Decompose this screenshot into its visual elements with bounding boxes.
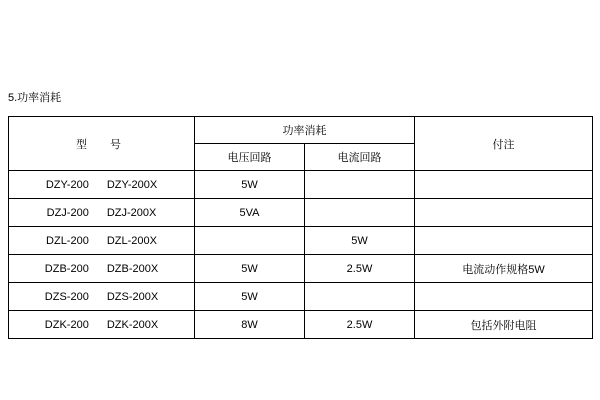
cell-voltage-circuit: 5W bbox=[195, 255, 305, 283]
cell-current-circuit bbox=[305, 171, 415, 199]
model-code-primary: DZL-200 bbox=[46, 234, 89, 247]
model-code-secondary: DZB-200X bbox=[106, 262, 159, 275]
table-row bbox=[9, 311, 593, 339]
power-consumption-table-wrapper bbox=[8, 116, 592, 339]
cell-current-circuit bbox=[305, 199, 415, 227]
table-row bbox=[9, 283, 593, 311]
table-header-row-1 bbox=[9, 117, 593, 144]
column-header-power-group: 功率消耗 bbox=[195, 117, 415, 144]
cell-model bbox=[9, 227, 195, 255]
cell-current-circuit: 2.5W bbox=[305, 311, 415, 339]
table-body bbox=[9, 171, 593, 339]
cell-model bbox=[9, 255, 195, 283]
cell-current-circuit bbox=[305, 283, 415, 311]
column-header-note: 付注 bbox=[415, 117, 593, 171]
model-code-primary: DZY-200 bbox=[45, 178, 89, 191]
cell-voltage-circuit: 5VA bbox=[195, 199, 305, 227]
model-code-primary: DZB-200 bbox=[44, 262, 89, 275]
section-title: 5.功率消耗 bbox=[8, 92, 62, 104]
column-header-model: 型 号 bbox=[9, 117, 195, 171]
cell-current-circuit: 2.5W bbox=[305, 255, 415, 283]
cell-voltage-circuit bbox=[195, 227, 305, 255]
cell-model bbox=[9, 311, 195, 339]
cell-note bbox=[415, 227, 593, 255]
table-row bbox=[9, 227, 593, 255]
cell-model bbox=[9, 283, 195, 311]
cell-voltage-circuit: 5W bbox=[195, 283, 305, 311]
model-code-secondary: DZY-200X bbox=[106, 178, 158, 191]
cell-note: 包括外附电阻 bbox=[415, 311, 593, 339]
model-code-primary: DZJ-200 bbox=[46, 206, 89, 219]
cell-current-circuit: 5W bbox=[305, 227, 415, 255]
model-code-primary: DZS-200 bbox=[44, 290, 89, 303]
model-code-secondary: DZL-200X bbox=[106, 234, 157, 247]
model-code-secondary: DZS-200X bbox=[106, 290, 159, 303]
table-row bbox=[9, 199, 593, 227]
model-code-primary: DZK-200 bbox=[44, 318, 89, 331]
table-row bbox=[9, 171, 593, 199]
cell-model bbox=[9, 199, 195, 227]
cell-note bbox=[415, 283, 593, 311]
cell-voltage-circuit: 5W bbox=[195, 171, 305, 199]
cell-note: 电流动作规格5W bbox=[415, 255, 593, 283]
table-header bbox=[9, 117, 593, 171]
cell-model bbox=[9, 171, 195, 199]
column-header-voltage-circuit: 电压回路 bbox=[195, 144, 305, 171]
model-code-secondary: DZJ-200X bbox=[106, 206, 157, 219]
cell-voltage-circuit: 8W bbox=[195, 311, 305, 339]
cell-note bbox=[415, 171, 593, 199]
column-header-current-circuit: 电流回路 bbox=[305, 144, 415, 171]
table-row bbox=[9, 255, 593, 283]
power-consumption-table bbox=[8, 116, 593, 339]
cell-note bbox=[415, 199, 593, 227]
model-code-secondary: DZK-200X bbox=[106, 318, 159, 331]
